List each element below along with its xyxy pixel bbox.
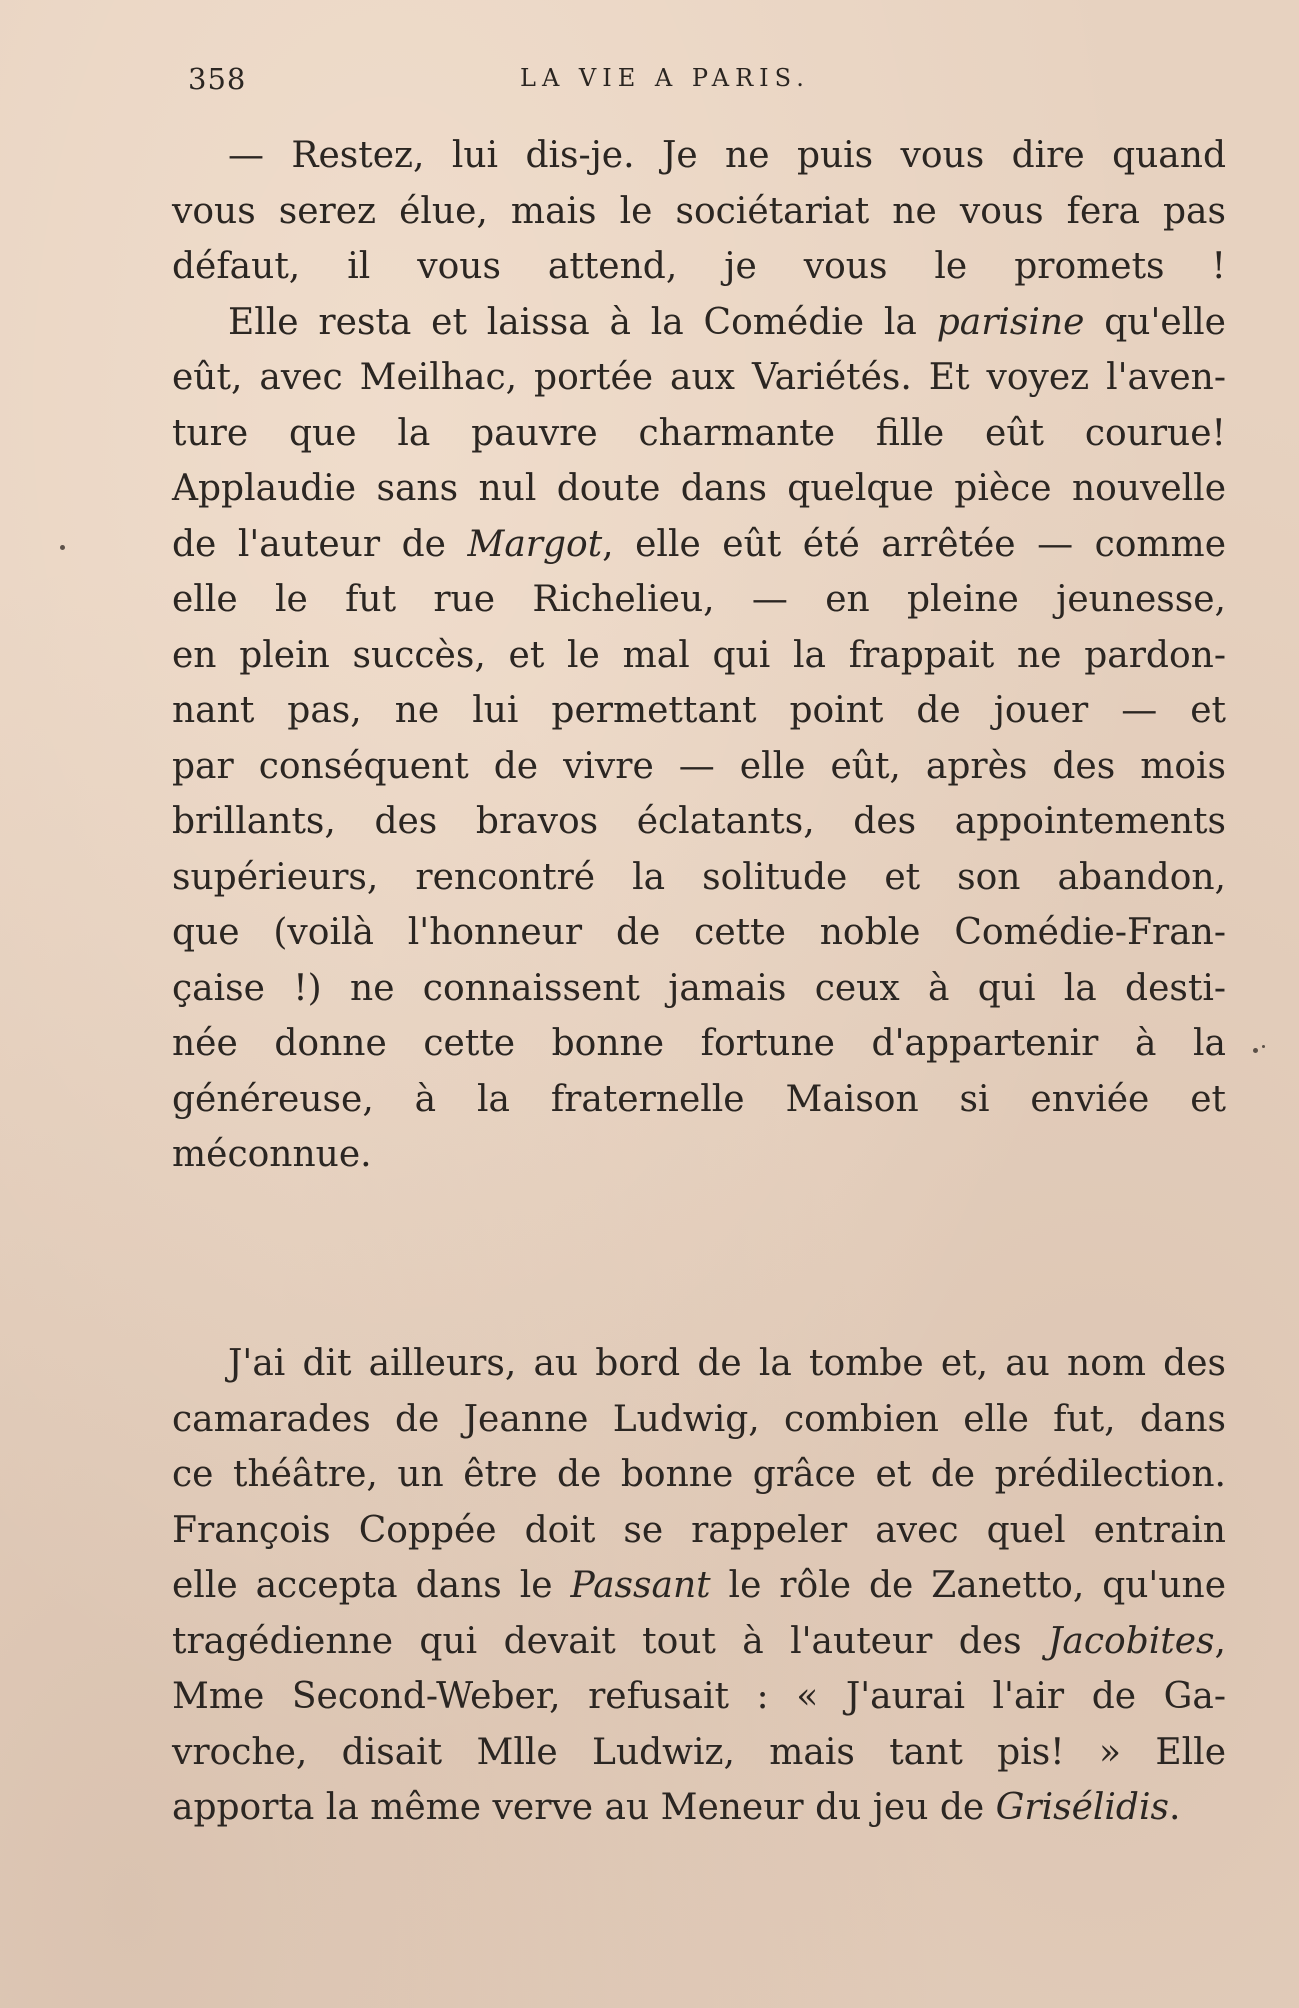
text-segment: nant pas, ne lui permettant point de jouer — et [172,690,1226,731]
text-segment: ture que la pauvre charmante fille eût courue! [172,412,1226,454]
text-line [172,1669,1226,1725]
text-segment: en plein succès, et le mal qui la frappait ne pardon- [172,634,1226,676]
text-segment: que (voilà l'honneur de cette noble Comédie-Fran- [172,912,1226,953]
italic-title: Jacobites [1048,1620,1215,1662]
text-line [172,1614,1226,1670]
text-line [172,794,1226,850]
text-line [172,350,1226,406]
text-segment: tragédienne qui devait tout à l'auteur des [172,1620,1048,1662]
text-line [172,406,1226,462]
text-line [172,961,1226,1017]
text-line [172,128,1226,184]
text-segment: Applaudie sans nul doute dans quelque pièce nouvelle [172,468,1226,509]
text-segment: qu'elle [1084,301,1226,343]
text-line [172,1503,1226,1559]
text-segment: — Restez, lui dis-je. Je ne puis vous dire quand [228,135,1226,176]
text-line [172,239,1226,295]
text-line [172,1780,1226,1836]
text-line [172,461,1226,517]
italic-title: Passant [570,1565,711,1606]
text-line [172,184,1226,240]
running-head [180,56,940,96]
text-segment: François Coppée doit se rappeler avec quel entrain [172,1509,1226,1551]
paragraph-dialogue [172,128,1226,1183]
text-segment: elle accepta dans le [172,1565,571,1606]
text-segment: , elle eût été arrêtée — comme [602,523,1226,565]
text-segment: de l'auteur de [172,523,468,565]
text-segment: défaut, il vous attend, je vous le promets ! [172,246,1226,287]
text-segment: . [1168,1787,1181,1828]
text-line [172,1558,1226,1614]
text-line [172,1725,1226,1781]
text-line [172,1336,1226,1392]
paper-speck [1262,1045,1265,1048]
text-segment: vroche, disait Mlle Ludwiz, mais tant pis! » Elle [172,1731,1226,1773]
text-line [172,1392,1226,1448]
text-segment: le rôle de Zanetto, qu'une [710,1565,1227,1606]
italic-title: Margot [467,523,603,565]
paragraph-jeanne-ludwig [172,1336,1226,1836]
text-segment: née donne cette bonne fortune d'appartenir à la [172,1023,1226,1064]
text-segment: par conséquent de vivre — elle eût, après des mois [172,745,1226,787]
text-segment: elle le fut rue Richelieu, — en pleine jeunesse, [172,579,1226,620]
text-segment: eût, avec Meilhac, portée aux Variétés. Et voyez l'aven- [172,357,1226,398]
paper-speck [60,545,65,550]
text-line [172,739,1226,795]
text-segment: Elle resta et laissa à la Comédie la [228,301,937,343]
text-line [172,1127,1226,1183]
text-line [172,517,1226,573]
text-line [172,1072,1226,1128]
text-segment: généreuse, à la fraternelle Maison si enviée et [172,1078,1226,1120]
text-line [172,850,1226,906]
page-number: 358 [188,62,247,96]
text-segment: ce théâtre, un être de bonne grâce et de prédilection. [172,1454,1226,1495]
text-line [172,905,1226,961]
text-line [172,1016,1226,1072]
text-segment: supérieurs, rencontré la solitude et son abandon, [172,856,1226,898]
running-title: LA VIE A PARIS. [520,64,810,92]
italic-title: Grisélidis [995,1787,1169,1828]
text-segment: apporta la même verve au Meneur du jeu de [172,1787,996,1828]
text-segment: çaise !) ne connaissent jamais ceux à qui la desti- [172,967,1226,1009]
text-line [172,1447,1226,1503]
text-segment: J'ai dit ailleurs, au bord de la tombe et, au nom des [228,1343,1226,1384]
paper-speck [1253,1048,1258,1053]
text-line [172,295,1226,351]
text-line [172,683,1226,739]
text-segment: vous serez élue, mais le sociétariat ne vous fera pas [172,190,1226,232]
text-line [172,572,1226,628]
text-segment: Mme Second-Weber, refusait : « J'aurai l'air de Ga- [172,1676,1226,1717]
text-segment: méconnue. [172,1134,372,1175]
text-segment: camarades de Jeanne Ludwig, combien elle fut, dans [172,1398,1226,1440]
italic-title: parisine [936,301,1085,343]
text-segment: , [1214,1620,1226,1662]
text-segment: brillants, des bravos éclatants, des appointements [172,801,1226,842]
text-line [172,628,1226,684]
